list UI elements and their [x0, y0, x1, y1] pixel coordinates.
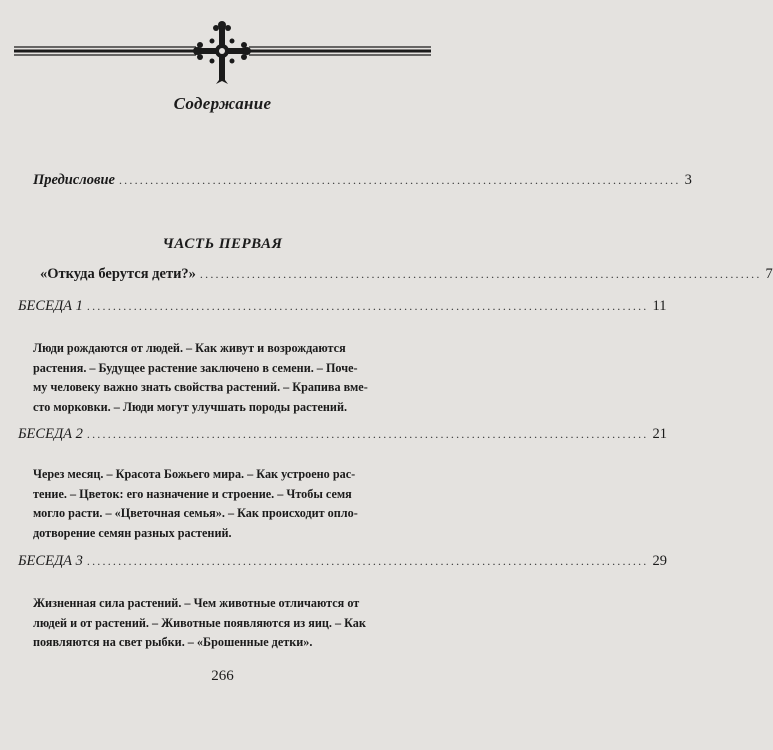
- toc-entry-conversation-3: [18, 553, 668, 570]
- summary-line: сто морковки. – Люди могут улучшать породы растений.: [33, 399, 348, 414]
- summary-line: дотворение семян разных растений.: [33, 525, 232, 540]
- summary-line: Жизненная сила растений. – Чем животные отличаются от: [33, 596, 360, 610]
- toc-page-number: 7: [765, 266, 773, 282]
- page-number: 266: [211, 668, 234, 684]
- toc-page-number: 21: [652, 426, 668, 442]
- dot-leader: ............................................................................................................: [86, 299, 649, 313]
- toc-entry-label: БЕСЕДА 1: [18, 298, 83, 314]
- dot-leader: ............................................................................................................: [199, 267, 762, 281]
- toc-page-number: 11: [652, 298, 667, 314]
- toc-entry-part-subtitle: [40, 266, 773, 283]
- cross-ornament-icon: [0, 18, 445, 88]
- summary-line: могло расти. – «Цветочная семья». – Как происходит опло-: [33, 506, 358, 520]
- toc-entry-label: «Откуда берутся дети?»: [40, 266, 196, 282]
- toc-entry-preface: [33, 172, 692, 189]
- summary-line: появляются на свет рыбки. – «Брошенные детки».: [33, 635, 313, 649]
- dot-leader: ............................................................................................................: [86, 554, 649, 568]
- toc-entry-label: БЕСЕДА 3: [18, 553, 83, 569]
- summary-line: тение. – Цветок: его назначение и строение. – Чтобы семя: [33, 486, 352, 501]
- toc-entry-label: БЕСЕДА 2: [18, 426, 83, 442]
- summary-line: му человеку важно знать свойства растений. – Крапива вме-: [33, 380, 368, 394]
- summary-line: людей и от растений. – Животные появляются из яиц. – Как: [33, 615, 366, 630]
- page-title: Содержание: [173, 94, 272, 113]
- toc-entry-conversation-1: [18, 298, 667, 315]
- toc-page-number: 29: [652, 553, 668, 569]
- summary-line: Люди рождаются от людей. – Как живут и возрождаются: [33, 341, 346, 355]
- dot-leader: ............................................................................................................: [118, 173, 681, 187]
- toc-entry-conversation-2: [18, 426, 668, 443]
- part-heading: ЧАСТЬ ПЕРВАЯ: [162, 236, 283, 252]
- toc-page-number: 3: [684, 172, 692, 188]
- toc-entry-label: Предисловие: [33, 172, 115, 188]
- conversation-1-summary: [33, 339, 418, 417]
- summary-line: Через месяц. – Красота Божьего мира. – Как устроено рас-: [33, 467, 356, 481]
- conversation-3-summary: [33, 594, 418, 653]
- conversation-2-summary: [33, 465, 418, 543]
- summary-line: растения. – Будущее растение заключено в семени. – Поче-: [33, 360, 358, 375]
- dot-leader: ............................................................................................................: [86, 427, 649, 441]
